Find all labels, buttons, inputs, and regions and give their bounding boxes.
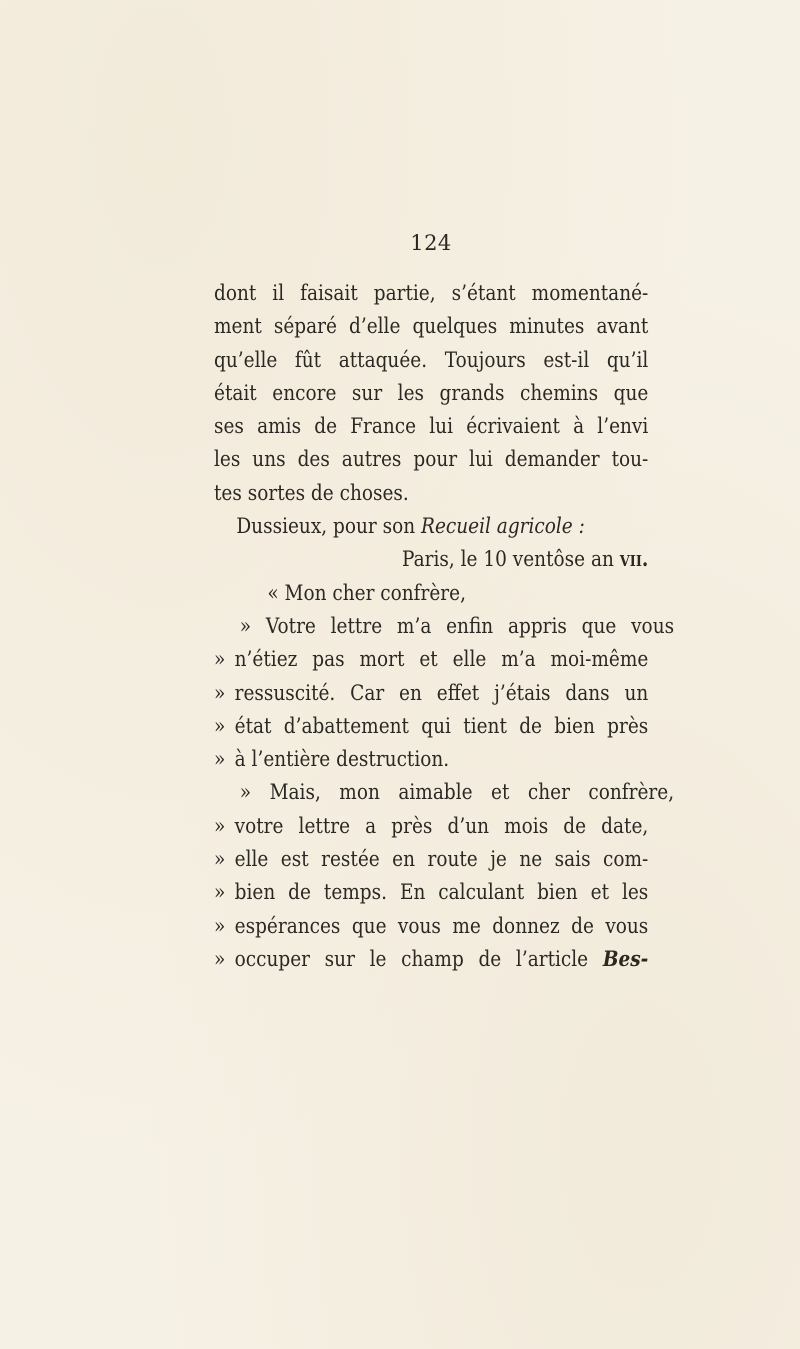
text-line [214,843,648,876]
line-text: occuper sur le champ de l’article [234,946,603,972]
line-text: Dussieux, pour son [236,514,422,540]
line-text: espérances que vous me donnez de vous [234,913,649,939]
line-text: Paris, le 10 ventôse an [402,547,620,573]
quote-mark: » [214,946,226,972]
body-text [214,277,675,976]
text-line [214,910,648,943]
line-text: n’étiez pas mort et elle m’a moi-même [234,647,649,673]
text-line [214,677,648,710]
quote-mark: » [214,813,226,839]
line-text: ses amis de France lui écrivaient à l’envi [214,414,649,440]
line-text: ment séparé d’elle quelques minutes avant [214,314,649,340]
text-line [214,443,648,476]
line-text: bien de temps. En calculant bien et les [234,880,649,906]
line-text: votre lettre a près d’un mois de date, [234,813,649,839]
line-text: qu’elle fût attaquée. Toujours est-il qu’il [214,347,649,373]
page-number: 124 [410,231,452,255]
book-title: Recueil agricole : [421,514,585,540]
text-line [214,477,648,510]
line-text: « Mon cher confrère, [267,580,466,606]
quote-mark: » [214,747,226,773]
line-text: était encore sur les grands chemins que [214,380,649,406]
quote-mark: » [214,847,226,873]
quote-mark: » [214,647,226,673]
text-line [214,710,648,743]
quote-mark: » [214,880,226,906]
text-line [214,610,674,643]
article-name: Bes- [602,946,649,972]
line-text: » Mais, mon aimable et cher confrère, [239,780,675,806]
line-text: dont il faisait partie, s’étant momentané- [214,281,649,306]
quote-mark: » [214,713,226,739]
text-line [214,344,648,377]
salutation [214,577,702,610]
line-text: elle est restée en route je ne sais com- [234,847,649,873]
text-line [214,377,648,410]
text-line [214,510,671,543]
text-line [214,776,674,809]
text-line [214,277,648,310]
line-text: les uns des autres pour lui demander tou- [214,447,649,473]
line-text: tes sortes de choses. [214,480,409,506]
line-text: état d’abattement qui tient de bien près [234,713,649,739]
line-text: » Votre lettre m’a enfin appris que vous [239,613,675,639]
quote-mark: » [214,680,226,706]
year-numeral: vii. [619,547,649,573]
text-line [214,943,648,976]
quote-mark: » [214,913,226,939]
text-line [214,643,648,676]
text-line [214,810,648,843]
line-text: à l’entière destruction. [234,747,450,773]
text-line [214,310,648,343]
line-text: ressuscité. Car en effet j’étais dans un [234,680,649,706]
dateline [214,543,648,576]
text-line [214,410,648,443]
text-line [214,743,648,776]
text-line [214,876,648,909]
